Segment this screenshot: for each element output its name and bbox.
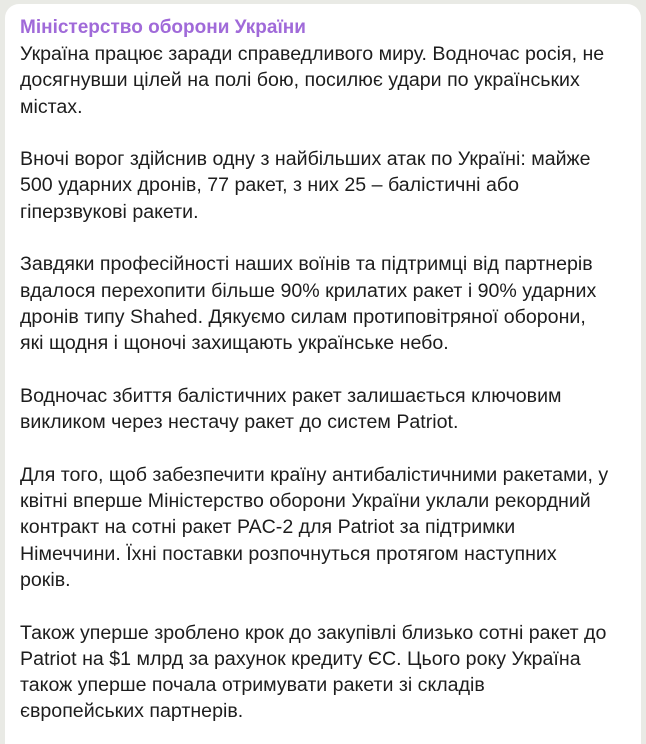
message-paragraph-2: Вночі ворог здійснив одну з найбільших атак по Україні: майже 500 ударних дронів, 77 ракет, з них 25 – балістичні або гіперзвукові ракети. xyxy=(20,148,591,223)
message-bubble xyxy=(5,4,641,744)
channel-name[interactable]: Міністерство оборони України xyxy=(20,17,306,38)
message-paragraph-3: Завдяки професійності наших воїнів та підтримці від партнерів вдалося перехопити більше 90% крилатих ракет і 90% ударних дронів типу Shahed. Дякуємо силам протиповітряної оборони, які щодня і щоночі захищають українське небо. xyxy=(20,253,597,355)
message-paragraph-1: Україна працює заради справедливого миру. Водночас росія, не досягнувши цілей на полі бою, посилює удари по українських містах. xyxy=(20,43,605,118)
message-paragraph-5: Для того, щоб забезпечити країну антибалістичними ракетами, у квітні вперше Міністерство оборони України уклали рекордний контракт на сотні ракет PAC-2 для Patriot за підтримки Німеччини. Їхні поставки розпочнуться протягом наступних років. xyxy=(20,463,609,591)
message-paragraph-6: Також уперше зроблено крок до закупівлі близько сотні ракет до Patriot на $1 млрд за рахунок кредиту ЄС. Цього року Україна також уперше почала отримувати ракети зі складів європейських партнерів. xyxy=(20,621,607,723)
message-paragraph-4: Водночас збиття балістичних ракет залишається ключовим викликом через нестачу ракет до систем Patriot. xyxy=(20,384,562,434)
